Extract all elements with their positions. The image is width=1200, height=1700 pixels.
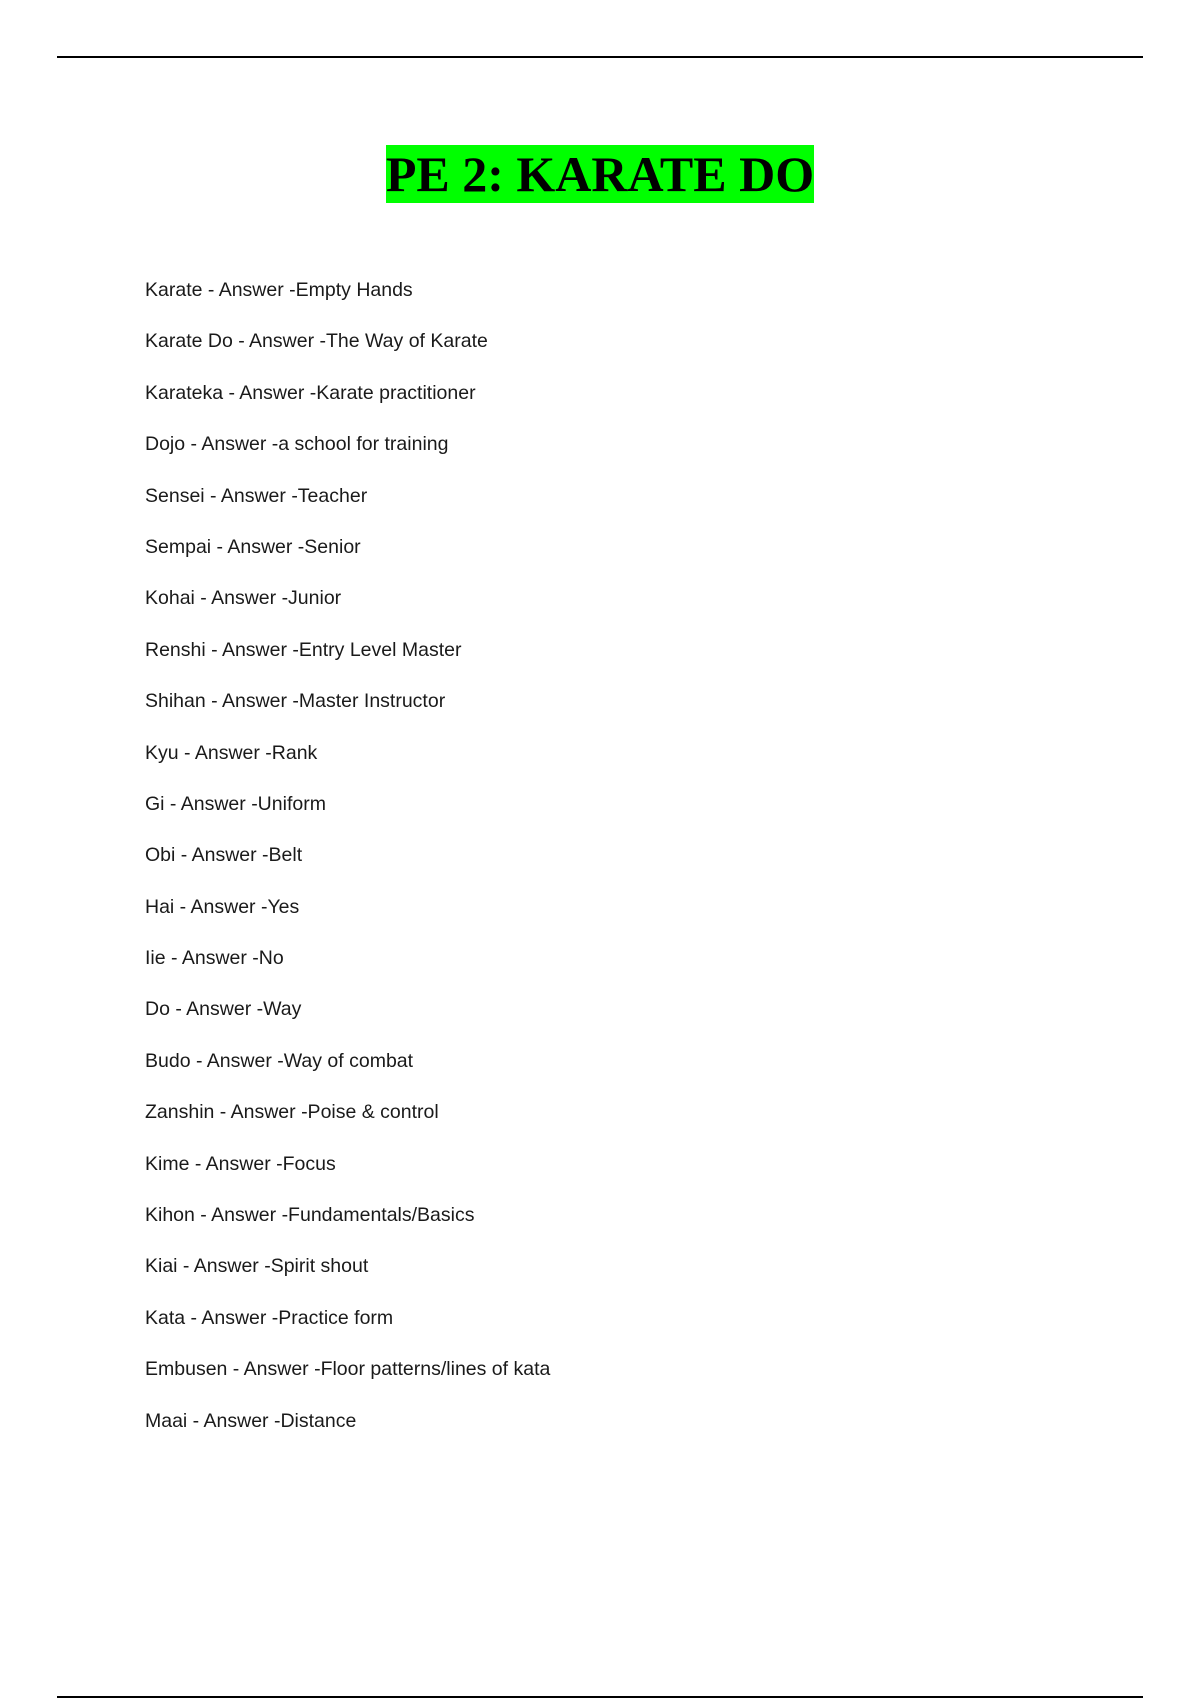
- list-item: Gi - Answer -Uniform: [145, 792, 326, 815]
- list-item: Karateka - Answer -Karate practitioner: [145, 381, 476, 404]
- list-item: Kata - Answer -Practice form: [145, 1306, 394, 1329]
- list-item: Karate Do - Answer -The Way of Karate: [145, 330, 488, 353]
- list-item: Sensei - Answer -Teacher: [145, 484, 368, 507]
- list-item: Kyu - Answer -Rank: [145, 741, 318, 764]
- list-item: Iie - Answer -No: [145, 947, 284, 970]
- list-item: Obi - Answer -Belt: [145, 844, 303, 867]
- list-item: Kiai - Answer -Spirit shout: [145, 1255, 369, 1278]
- list-item: Sempai - Answer -Senior: [145, 535, 361, 558]
- list-item: Kime - Answer -Focus: [145, 1152, 336, 1175]
- list-item: Karate - Answer -Empty Hands: [145, 279, 413, 301]
- header-rule: [57, 56, 1143, 58]
- title-container: [0, 145, 1200, 203]
- list-item: Renshi - Answer -Entry Level Master: [145, 638, 462, 661]
- list-item: Budo - Answer -Way of combat: [145, 1049, 414, 1072]
- list-item: Kohai - Answer -Junior: [145, 587, 342, 610]
- list-item: Do - Answer -Way: [145, 998, 302, 1021]
- list-item: Hai - Answer -Yes: [145, 895, 300, 918]
- list-item: Maai - Answer -Distance: [145, 1409, 357, 1432]
- qa-list: [145, 278, 550, 1460]
- list-item: Zanshin - Answer -Poise & control: [145, 1101, 439, 1124]
- list-item: Dojo - Answer -a school for training: [145, 433, 449, 456]
- list-item: Shihan - Answer -Master Instructor: [145, 690, 446, 713]
- list-item: Kihon - Answer -Fundamentals/Basics: [145, 1204, 475, 1227]
- footer-rule: [57, 1696, 1143, 1698]
- page-title: PE 2: KARATE DO: [385, 146, 815, 202]
- list-item: Embusen - Answer -Floor patterns/lines of kata: [145, 1358, 551, 1381]
